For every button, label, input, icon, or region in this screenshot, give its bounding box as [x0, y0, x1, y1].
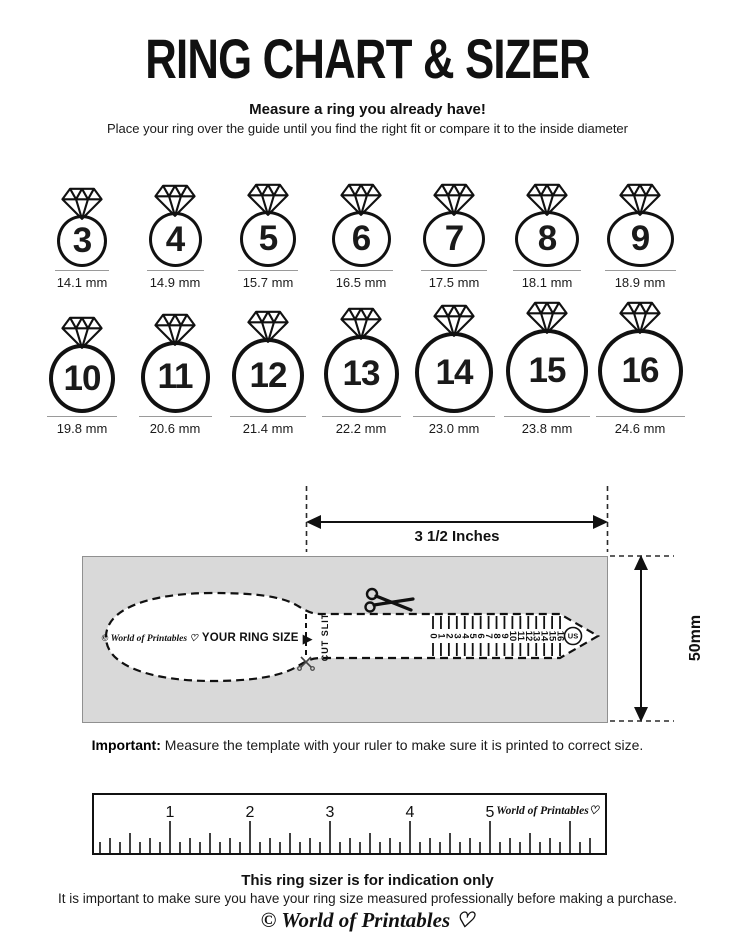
us-size-scale-number: 15: [546, 630, 558, 642]
diamond-icon: [619, 182, 661, 217]
us-size-scale-number: 6: [475, 633, 487, 639]
ring-size-item: [502, 300, 592, 436]
us-size-scale-number: 5: [467, 633, 479, 639]
diamond-icon: [61, 186, 103, 221]
ring-diameter-label: 19.8 mm: [56, 421, 108, 436]
paddle-labels: [101, 624, 313, 652]
ring-underline: [513, 270, 581, 271]
ring-diameter-label: 23.0 mm: [428, 421, 480, 436]
height-measure-label: 50mm: [687, 614, 704, 662]
diamond-icon: [154, 183, 196, 218]
ring-underline: [139, 416, 212, 417]
diamond-icon: [61, 315, 103, 350]
ring-underline: [47, 416, 117, 417]
ring-diameter-label: 18.1 mm: [521, 275, 573, 290]
footer-brand-logo: © World of Printables ♡: [260, 908, 475, 932]
diamond-icon: [433, 303, 475, 338]
subtitle-bold: Measure a ring you already have!: [249, 101, 486, 118]
page-title: RING CHART & SIZER: [145, 27, 590, 90]
ring-circle: [232, 338, 304, 413]
diamond-icon: [526, 182, 568, 217]
us-size-scale-number: 3: [451, 633, 463, 639]
ruler-inch-number: 1: [165, 804, 175, 821]
us-size-scale-number: 11: [514, 630, 526, 642]
diamond-icon: [247, 309, 289, 344]
ring-size-number: 3: [72, 221, 92, 260]
us-size-scale-number: 16: [554, 630, 566, 642]
us-size-scale-number: 0: [427, 633, 439, 639]
diamond-icon: [340, 182, 382, 217]
brand-logo: © World of Printables ♡: [101, 633, 198, 644]
scissors-icon: [366, 589, 414, 612]
ring-size-item: [223, 182, 313, 290]
ring-diameter-label: 24.6 mm: [614, 421, 666, 436]
pointer-right-icon: ▶: [302, 630, 313, 646]
diamond-icon: [340, 306, 382, 341]
ring-underline: [504, 416, 590, 417]
important-note: [0, 737, 735, 753]
diamond-icon: [526, 300, 568, 335]
ring-underline: [238, 270, 298, 271]
ring-circle: [57, 215, 107, 267]
ring-circle: [515, 211, 579, 267]
height-measure-arrow: [608, 550, 686, 730]
ruler-brand-logo: World of Printables♡: [496, 805, 599, 817]
ring-diameter-label: 18.9 mm: [614, 275, 666, 290]
ring-circle: [149, 212, 202, 267]
ring-size-number: 14: [435, 352, 473, 392]
ring-size-number: 11: [157, 357, 193, 396]
us-size-scale-number: 9: [498, 633, 510, 639]
ring-size-number: 16: [621, 351, 659, 391]
ring-diameter-label: 23.8 mm: [521, 421, 573, 436]
cut-slit-label: CUT SLIT: [320, 612, 330, 662]
ring-diameter-label: 17.5 mm: [428, 275, 480, 290]
ring-circle: [141, 341, 210, 413]
ring-circle: [324, 335, 399, 413]
ring-circle: [240, 211, 296, 267]
ring-diameter-label: 21.4 mm: [242, 421, 294, 436]
ring-size-number: 12: [249, 355, 287, 395]
ring-diameter-label: 16.5 mm: [335, 275, 387, 290]
ring-diameter-label: 22.2 mm: [335, 421, 387, 436]
ring-underline: [413, 416, 495, 417]
diamond-icon: [61, 186, 103, 221]
ring-circle: [598, 329, 683, 413]
ring-diameter-label: 14.9 mm: [149, 275, 201, 290]
diamond-icon: [433, 182, 475, 217]
subtitle: Place your ring over the guide until you find the right fit or compare it to the inside diameter: [106, 121, 628, 136]
diamond-icon: [340, 306, 382, 341]
diamond-icon: [433, 182, 475, 217]
diamond-icon: [340, 182, 382, 217]
ring-underline: [322, 416, 401, 417]
ring-size-number: 7: [444, 219, 464, 259]
diamond-icon: [619, 182, 661, 217]
ring-circle: [415, 332, 493, 413]
ring-underline: [421, 270, 487, 271]
ring-underline: [330, 270, 393, 271]
us-size-scale-number: 1: [435, 633, 447, 639]
us-size-scale-ticks: [428, 616, 566, 656]
ring-size-item: [130, 300, 220, 436]
ring-circle: [332, 211, 391, 267]
diamond-icon: [247, 182, 289, 217]
ring-underline: [55, 270, 109, 271]
ring-size-number: 4: [165, 219, 185, 259]
us-size-scale-number: 12: [522, 630, 534, 642]
ring-size-number: 9: [630, 219, 650, 259]
diamond-icon: [619, 300, 661, 335]
diamond-icon: [433, 303, 475, 338]
width-measure-label: 3 1/2 Inches: [414, 528, 500, 545]
ring-size-item: [595, 182, 685, 290]
ring-circle: [607, 211, 674, 267]
diamond-icon: [247, 182, 289, 217]
diamond-icon: [619, 300, 661, 335]
diamond-icon: [154, 312, 196, 347]
ruler-inch-number: 3: [325, 804, 335, 821]
ring-size-item: [37, 182, 127, 290]
us-size-scale-number: 4: [459, 633, 471, 639]
important-text: Measure the template with your ruler to make sure it is printed to correct size.: [160, 737, 644, 753]
diamond-icon: [526, 182, 568, 217]
ring-diameter-label: 14.1 mm: [56, 275, 108, 290]
ring-size-item: [409, 182, 499, 290]
us-size-scale-number: 10: [506, 630, 518, 642]
ring-size-item: [316, 182, 406, 290]
ring-chart-row-2: [37, 300, 685, 436]
ring-diameter-label: 20.6 mm: [149, 421, 201, 436]
us-size-scale-number: 2: [443, 633, 455, 639]
ring-size-number: 8: [537, 219, 557, 259]
diamond-icon: [154, 183, 196, 218]
your-ring-size-label: YOUR RING SIZE: [201, 632, 299, 644]
ring-size-number: 15: [528, 351, 566, 390]
ring-size-number: 6: [351, 219, 371, 259]
ring-underline: [147, 270, 204, 271]
important-prefix: Important:: [91, 737, 161, 753]
ring-circle: [49, 344, 115, 413]
ruler: [92, 793, 607, 855]
footer-line: It is important to make sure you have your ring size measured professionally before making a purchase.: [57, 891, 678, 906]
ring-size-item: [316, 300, 406, 436]
diamond-icon: [61, 315, 103, 350]
ring-size-item: [595, 300, 685, 436]
ring-size-number: 13: [342, 354, 380, 393]
diamond-icon: [154, 312, 196, 347]
us-size-scale-number: 13: [530, 630, 542, 642]
ring-size-item: [223, 300, 313, 436]
ring-size-item: [502, 182, 592, 290]
ruler-inch-number: 5: [485, 804, 495, 821]
ring-size-item: [37, 300, 127, 436]
footer-bold-line: This ring sizer is for indication only: [241, 872, 494, 889]
ring-diameter-label: 15.7 mm: [242, 275, 294, 290]
ring-chart-row-1: [37, 182, 685, 290]
ring-underline: [605, 270, 676, 271]
us-size-scale-number: 8: [491, 633, 503, 639]
ring-underline: [230, 416, 306, 417]
diamond-icon: [247, 309, 289, 344]
ruler-inch-number: 4: [405, 804, 415, 821]
diamond-icon: [526, 300, 568, 335]
ring-size-number: 10: [63, 358, 101, 398]
ring-size-item: [130, 182, 220, 290]
ring-underline: [596, 416, 685, 417]
us-size-scale-number: 7: [483, 633, 495, 639]
ring-size-number: 5: [258, 219, 278, 259]
ring-size-item: [409, 300, 499, 436]
ruler-inch-number: 2: [245, 804, 255, 821]
ring-circle: [423, 211, 485, 267]
us-unit-label: US: [567, 631, 579, 641]
us-size-scale-number: 14: [538, 630, 550, 642]
ring-circle: [506, 329, 588, 413]
